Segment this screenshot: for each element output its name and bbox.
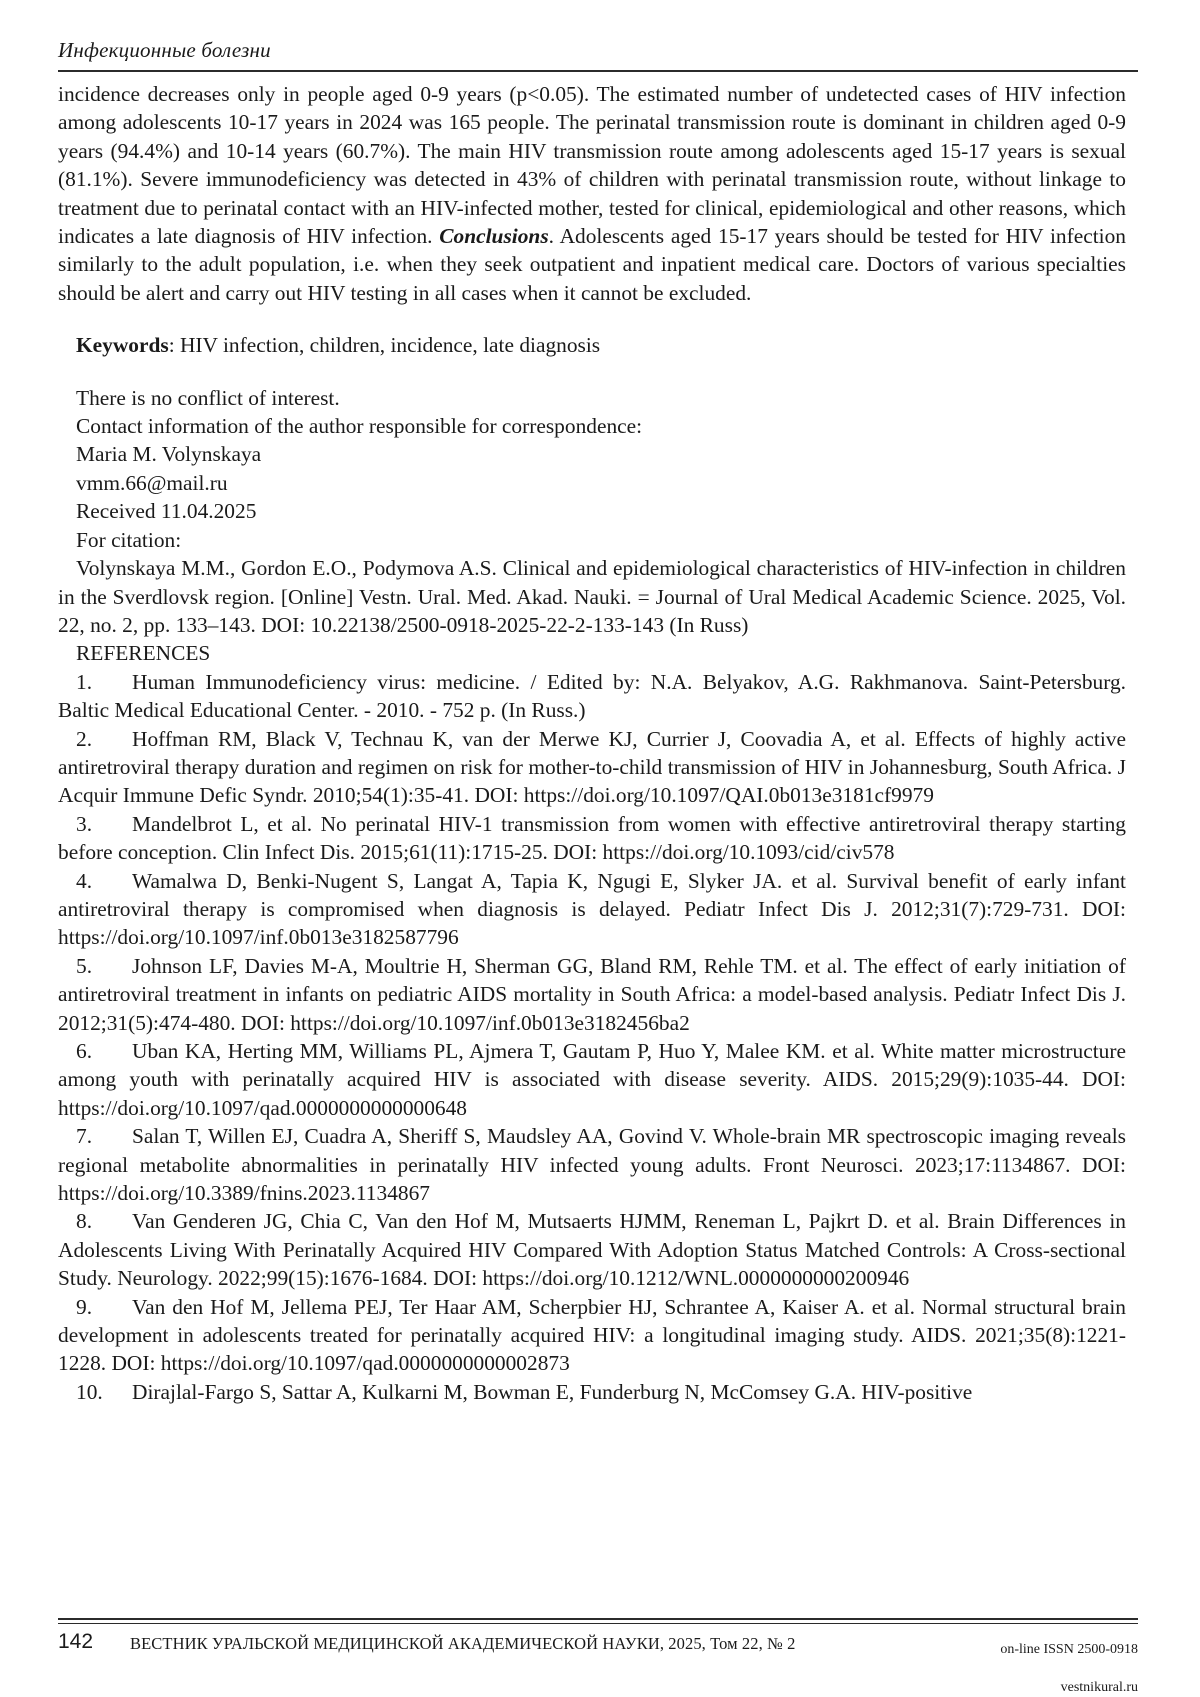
reference-number: 4. bbox=[76, 868, 93, 893]
reference-text: Mandelbrot L, et al. No perinatal HIV-1 transmission from women with effective antiretroviral therapy starting before conception. Clin Infect Dis. 2015;61(11):1715-25. DOI: https://doi.org/10.1093/cid/civ578 bbox=[58, 811, 1126, 865]
reference-text: Wamalwa D, Benki-Nugent S, Langat A, Tapia K, Ngugi E, Slyker JA. et al. Survival benefit of early infant antiretroviral therapy is compromised when diagnosis is delayed. Pediatr Infect Dis J. 2012;31(7):729-731. DOI: https://doi.org/10.1097/inf.0b013e3182587796 bbox=[58, 868, 1126, 950]
citation-text: Volynskaya M.M., Gordon E.O., Podymova A.S. Clinical and epidemiological characteristics of HIV-infection in children in the Sverdlovsk region. [Online] Vestn. Ural. Med. Akad. Nauki. = Journal of Ural Medical Academic Science. 2025, Vol. 22, no. 2, pp. 133–143. DOI: 10.22138/2500-0918-2025-22-2-133-143 (In Russ) bbox=[58, 556, 1126, 637]
keywords-text: : HIV infection, children, incidence, late diagnosis bbox=[168, 333, 601, 358]
reference-item bbox=[58, 1037, 1126, 1122]
reference-text: Uban KA, Herting MM, Williams PL, Ajmera T, Gautam P, Huo Y, Malee KM. et al. White matter microstructure among youth with perinatally acquired HIV is associated with disease severity. AIDS. 2015;29(9):1035-44. DOI: https://doi.org/10.1097/qad.0000000000000648 bbox=[58, 1039, 1126, 1120]
journal-name: ВЕСТНИК УРАЛЬСКОЙ МЕДИЦИНСКОЙ АКАДЕМИЧЕСКОЙ НАУКИ, 2025, Том 22, № 2 bbox=[130, 1634, 796, 1653]
conclusions-label: Conclusions bbox=[439, 224, 549, 249]
references-heading: REFERENCES bbox=[76, 641, 211, 666]
reference-item bbox=[58, 668, 1126, 725]
page-header bbox=[58, 38, 1138, 63]
reference-text: Hoffman RM, Black V, Technau K, van der Merwe KJ, Currier J, Coovadia A, et al. Effects of highly active antiretroviral therapy duration and regimen on risk for mother-to-child transmission of HIV in Johannesburg, South Africa. J Acquir Immune Defic Syndr. 2010;54(1):35-41. DOI: https://doi.org/10.1097/QAI.0b013e3181cf9979 bbox=[58, 726, 1126, 808]
abstract-text: incidence decreases only in people aged 0-9 years (p<0.05). The estimated number of undetected cases of HIV infection among adolescents 10-17 years in 2024 was 165 people. The perinatal transmission route is dominant in children aged 0-9 years (94.4%) and 10-14 years (60.7%). The main HIV transmission route among adolescents aged 15-17 years is sexual (81.1%). Severe immunodeficiency was detected in 43% of children with perinatal transmission route, without linkage to treatment due to perinatal contact with an HIV-infected mother, tested for clinical, epidemiological and other reasons, which indicates a late diagnosis of HIV infection. bbox=[58, 82, 1126, 249]
footer-rule bbox=[58, 1618, 1138, 1620]
reference-item bbox=[58, 1122, 1126, 1207]
website: vestnikural.ru bbox=[1060, 1680, 1138, 1695]
reference-text: Johnson LF, Davies M-A, Moultrie H, Sherman GG, Bland RM, Rehle TM. et al. The effect of early initiation of antiretroviral treatment in infants on pediatric AIDS mortality in South Africa: a model-based analysis. Pediatr Infect Dis J. 2012;31(5):474-480. DOI: https://doi.org/10.1097/inf.0b013e3182456ba2 bbox=[58, 953, 1126, 1035]
reference-number: 1. bbox=[76, 669, 93, 694]
author-email: vmm.66@mail.ru bbox=[76, 470, 228, 495]
conflict-statement: There is no conflict of interest. bbox=[76, 385, 340, 410]
page-number: 142 bbox=[58, 1630, 94, 1653]
reference-number: 9. bbox=[76, 1294, 93, 1319]
reference-text: Salan T, Willen EJ, Cuadra A, Sheriff S, Maudsley AA, Govind V. Whole-brain MR spectroscopic imaging reveals regional metabolite abnormalities in perinatally HIV infected young adults. Front Neurosci. 2023;17:1134867. DOI: https://doi.org/10.3389/fnins.2023.1134867 bbox=[58, 1124, 1126, 1206]
reference-number: 8. bbox=[76, 1209, 93, 1234]
reference-text: Van Genderen JG, Chia C, Van den Hof M, Mutsaerts HJMM, Reneman L, Pajkrt D. et al. Brain Differences in Adolescents Living With Perinatally Acquired HIV Compared With Adoption Status Matched Controls: A Cross-sectional Study. Neurology. 2022;99(15):1676-1684. DOI: https://doi.org/10.1212/WNL.0000000000200946 bbox=[58, 1209, 1126, 1291]
reference-item bbox=[58, 810, 1126, 867]
running-head: Инфекционные болезни bbox=[58, 38, 271, 62]
reference-list bbox=[58, 668, 1126, 1407]
keywords bbox=[58, 331, 1126, 359]
reference-item bbox=[58, 725, 1126, 810]
keywords-label: Keywords bbox=[76, 333, 169, 358]
header-rule bbox=[58, 70, 1138, 72]
reference-text: Dirajlal-Fargo S, Sattar A, Kulkarni M, Bowman E, Funderburg N, McComsey G.A. HIV-positive bbox=[132, 1379, 973, 1404]
reference-number: 7. bbox=[76, 1124, 93, 1149]
reference-item bbox=[58, 1293, 1126, 1378]
reference-item bbox=[58, 1207, 1126, 1292]
page-content bbox=[58, 80, 1126, 1406]
footer-rule-thin bbox=[58, 1623, 1138, 1624]
reference-item bbox=[58, 867, 1126, 952]
reference-item bbox=[58, 952, 1126, 1037]
reference-number: 2. bbox=[76, 726, 93, 751]
received-date: Received 11.04.2025 bbox=[76, 499, 257, 524]
issn: on-line ISSN 2500-0918 bbox=[1000, 1642, 1138, 1657]
reference-number: 5. bbox=[76, 953, 93, 978]
article-meta bbox=[58, 384, 1126, 640]
reference-text: Human Immunodeficiency virus: medicine. / Edited by: N.A. Belyakov, A.G. Rakhmanova. Saint-Petersburg. Baltic Medical Educational Center. - 2010. - 752 p. (In Russ.) bbox=[58, 669, 1126, 723]
reference-text: Van den Hof M, Jellema PEJ, Ter Haar AM, Scherpbier HJ, Schrantee A, Kaiser A. et al. Normal structural brain development in adolescents treated for perinatally acquired HIV: a longitudinal imaging study. AIDS. 2021;35(8):1221-1228. DOI: https://doi.org/10.1097/qad.0000000000002873 bbox=[58, 1294, 1126, 1376]
abstract-tail bbox=[58, 80, 1126, 307]
conclusions-text: . Adolescents aged 15-17 years should be tested for HIV infection similarly to the adult population, i.e. when they seek outpatient and inpatient medical care. Doctors of various specialties should be alert and carry out HIV testing in all cases when it cannot be excluded. bbox=[58, 224, 1126, 305]
contact-label: Contact information of the author responsible for correspondence: bbox=[76, 414, 643, 439]
citation-label: For citation: bbox=[76, 527, 182, 552]
reference-number: 6. bbox=[76, 1039, 93, 1063]
reference-number: 10. bbox=[76, 1379, 103, 1404]
reference-item bbox=[58, 1378, 1126, 1406]
author-name: Maria M. Volynskaya bbox=[76, 442, 262, 467]
reference-number: 3. bbox=[76, 811, 93, 836]
